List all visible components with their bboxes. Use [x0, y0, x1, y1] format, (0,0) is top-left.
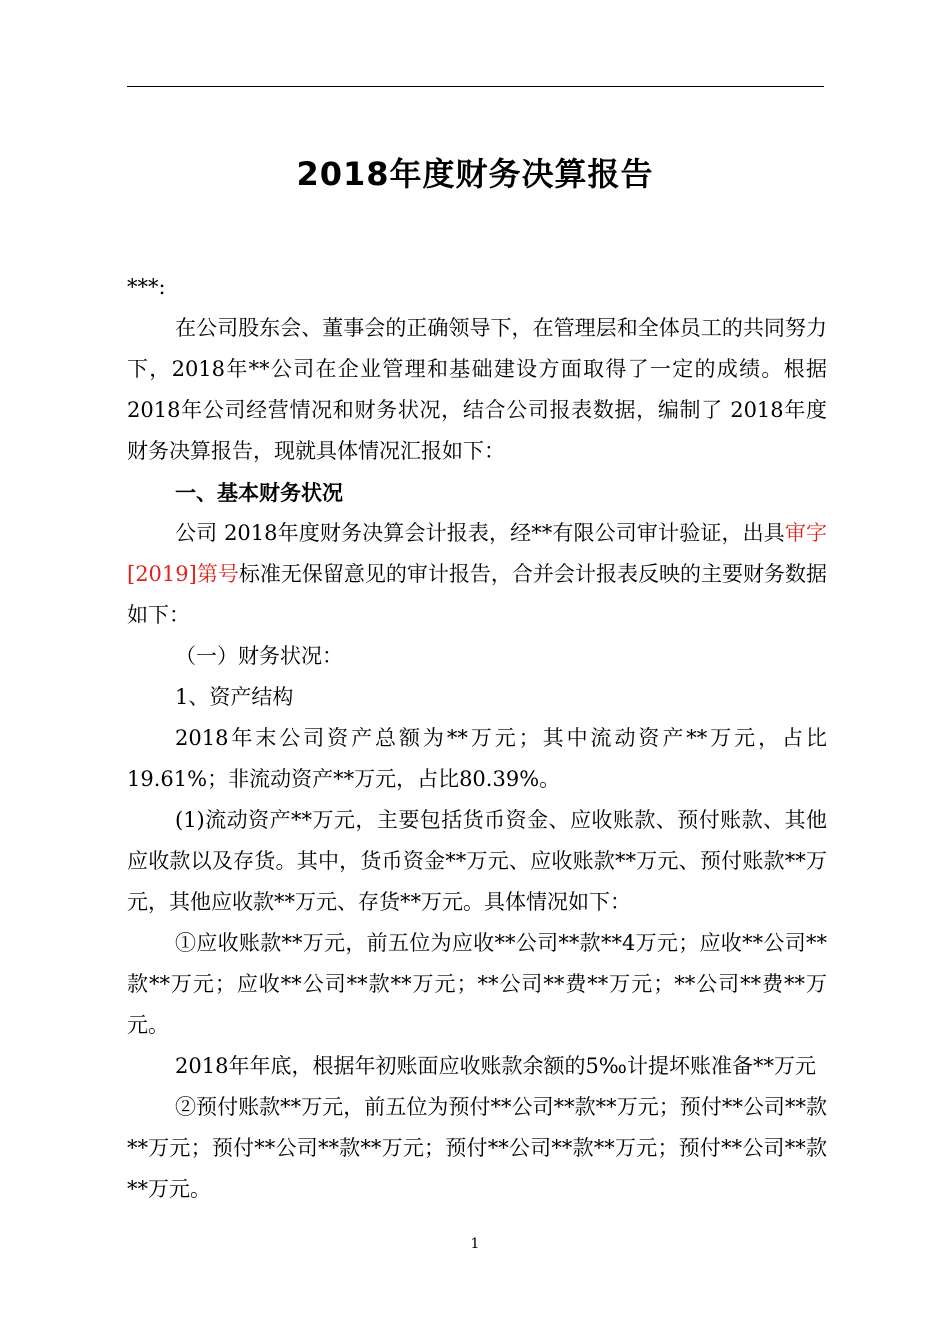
receivables-paragraph: ①应收账款**万元，前五位为应收**公司**款**4万元；应收**公司**款**万元；应收**公司**款**万元；**公司**费**万元；**公司**费**万元。	[127, 931, 827, 1037]
audit-paragraph	[127, 513, 827, 636]
section-heading-basic-financial-status: 一、基本财务状况	[175, 480, 343, 505]
current-assets-paragraph: (1)流动资产**万元，主要包括货币资金、应收账款、预付账款、其他应收款以及存货。其中，货币资金**万元、应收账款**万元、预付账款**万元，其他应收款**万元、存货**万元。具体情况如下：	[127, 808, 827, 914]
prepayments-paragraph: ②预付账款**万元，前五位为预付**公司**款**万元；预付**公司**款**万元；预付**公司**款**万元；预付**公司**款**万元；预付**公司**款**万元。	[127, 1095, 827, 1201]
page-number: 1	[470, 1236, 480, 1252]
subsection-heading-financial-status: （一）财务状况：	[175, 644, 343, 668]
audit-text-part1: 公司 2018年度财务决算会计报表，经**有限公司审计验证，出具	[175, 521, 785, 545]
audit-text-part2: 标准无保留意见的审计报告，合并会计报表反映的主要财务数据如下：	[127, 562, 827, 627]
bad-debt-paragraph: 2018年年底，根据年初账面应收账款余额的5‰计提坏账准备**万元	[175, 1054, 816, 1078]
salutation: ***:	[127, 275, 166, 299]
assets-total-paragraph: 2018年末公司资产总额为**万元；其中流动资产**万元，占比19.61%；非流动资产**万元，占比80.39%。	[127, 726, 827, 791]
document-body	[127, 257, 827, 1210]
intro-paragraph: 在公司股东会、董事会的正确领导下，在管理层和全体员工的共同努力下，2018年**公司在企业管理和基础建设方面取得了一定的成绩。根据2018年公司经营情况和财务状况，结合公司报表数据，编制了 2018年度财务决算报告，现就具体情况汇报如下：	[127, 316, 827, 463]
document-title: 2018年度财务决算报告	[296, 155, 654, 193]
audit-reference-number: 审字[2019]第号	[127, 521, 827, 586]
header-rule	[127, 86, 824, 87]
subsection-heading-asset-structure: 1、资产结构	[175, 685, 294, 709]
